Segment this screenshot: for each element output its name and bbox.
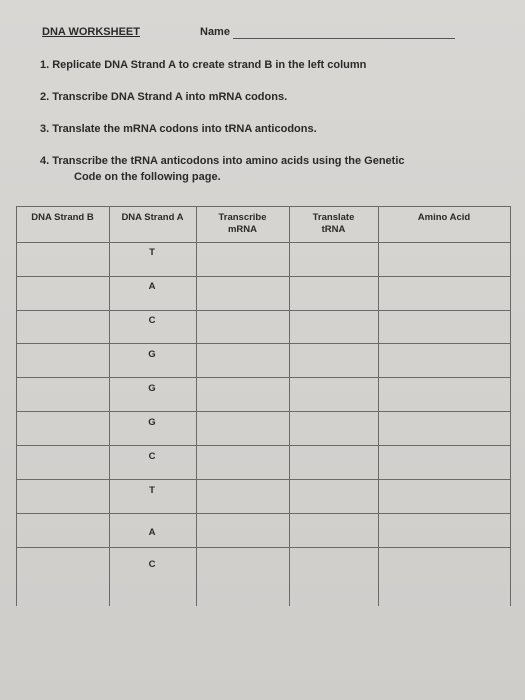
header-amino-acid-label: Amino Acid	[417, 212, 471, 223]
dna-table	[16, 206, 511, 606]
worksheet-title: DNA WORKSHEET	[42, 26, 140, 38]
table-row-line	[16, 547, 511, 548]
strand-a-base: A	[148, 527, 156, 538]
header-mrna-label: mRNA	[227, 224, 258, 235]
instruction-1	[40, 57, 366, 73]
strand-a-base: T	[149, 485, 155, 496]
instruction-4-continuation: Code on the following page.	[74, 171, 221, 183]
instruction-1-text: 1. Replicate DNA Strand A to create strand B in the left column	[40, 59, 367, 71]
strand-a-base: T	[149, 247, 155, 258]
table-col-line	[289, 206, 290, 606]
header-transcribe-label: Transcribe	[218, 212, 267, 223]
table-row-line	[16, 445, 511, 446]
instruction-4-text: 4. Transcribe the tRNA anticodons into amino acids using the Genetic	[40, 155, 405, 167]
strand-a-base: A	[148, 281, 156, 292]
instruction-2-text: 2. Transcribe DNA Strand A into mRNA codons.	[40, 91, 288, 103]
instruction-4	[40, 153, 405, 185]
table-col-line	[510, 206, 511, 606]
header-trna-label: tRNA	[321, 224, 346, 235]
table-row-line	[16, 343, 511, 344]
table-col-line	[109, 206, 110, 606]
table-row-line	[16, 276, 511, 277]
name-label: Name	[200, 26, 230, 38]
header-dna-strand-a-label: DNA Strand A	[121, 212, 184, 223]
strand-a-base: G	[148, 383, 156, 394]
table-row-line	[16, 310, 511, 311]
instruction-3	[40, 121, 317, 137]
strand-a-base: G	[148, 417, 156, 428]
table-col-line	[196, 206, 197, 606]
strand-a-base: G	[148, 349, 156, 360]
header-dna-strand-a	[109, 212, 196, 224]
table-row-line	[16, 411, 511, 412]
table-top-border	[16, 206, 511, 207]
instruction-2	[40, 89, 287, 105]
table-row-line	[16, 242, 511, 243]
table-col-line	[16, 206, 17, 606]
header-dna-strand-b	[16, 212, 109, 224]
table-row-line	[16, 377, 511, 378]
header-dna-strand-b-label: DNA Strand B	[31, 212, 94, 223]
instruction-3-text: 3. Translate the mRNA codons into tRNA anticodons.	[40, 123, 317, 135]
header-translate-label: Translate	[312, 212, 355, 223]
table-row-line	[16, 513, 511, 514]
header-translate-trna	[289, 212, 378, 236]
strand-a-base: C	[148, 451, 156, 462]
name-line[interactable]	[233, 38, 455, 39]
strand-a-base: C	[148, 559, 156, 570]
header-transcribe-mrna	[196, 212, 289, 236]
table-row-line	[16, 479, 511, 480]
table-col-line	[378, 206, 379, 606]
header-amino-acid	[378, 212, 510, 224]
strand-a-base: C	[148, 315, 156, 326]
